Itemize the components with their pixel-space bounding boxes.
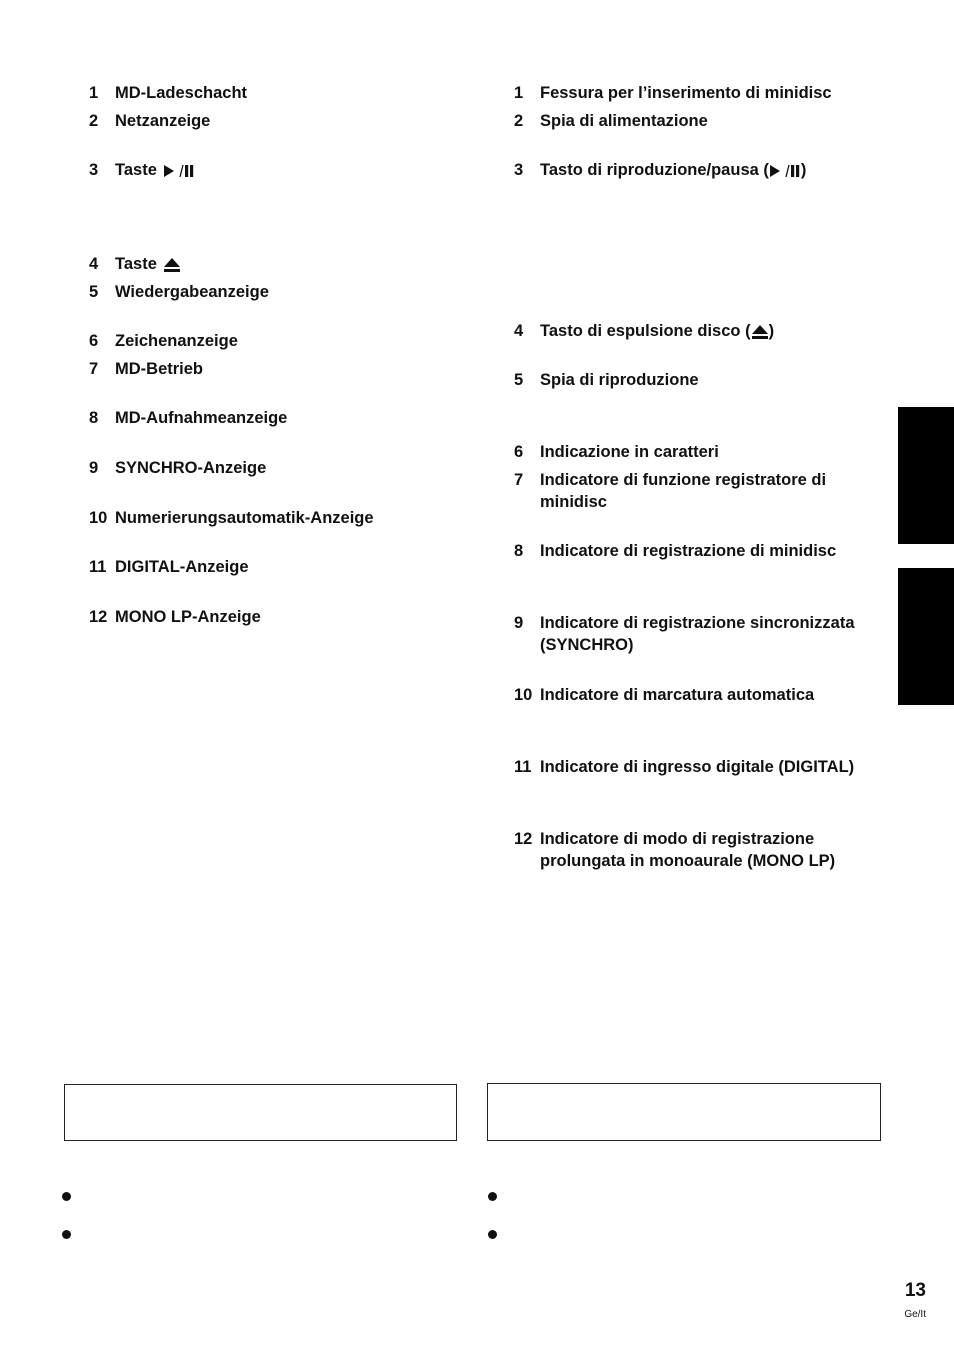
- item-label: Indicazione in caratteri: [540, 443, 719, 461]
- item-label: Zeichenanzeige: [115, 332, 238, 350]
- item-number: 4: [514, 322, 524, 340]
- item-number: 5: [514, 371, 524, 389]
- bullet-icon: [488, 1192, 497, 1201]
- language-code: Ge/It: [904, 1309, 926, 1320]
- item-label: Tasto di riproduzione/pausa (: [540, 161, 769, 179]
- item-number: 7: [89, 360, 99, 378]
- item-label: Wiedergabeanzeige: [115, 283, 269, 301]
- item-label: Indicatore di ingresso digitale (DIGITAL): [540, 758, 855, 776]
- item-number: 10: [89, 509, 108, 527]
- item-label: MD-Betrieb: [115, 360, 204, 378]
- item-number: 11: [514, 758, 532, 776]
- item-label: Indicatore di marcatura automatica: [540, 686, 815, 704]
- item-label: SYNCHRO-Anzeige: [115, 459, 267, 477]
- item-label-suffix: ): [768, 322, 775, 340]
- item-number: 12: [514, 830, 533, 848]
- bullet-icon: [62, 1192, 71, 1201]
- play-pause-icon: [163, 164, 195, 178]
- item-number: 2: [89, 112, 99, 130]
- item-label: Indicatore di funzione registratore di minidisc: [540, 471, 827, 511]
- eject-icon: [163, 257, 181, 273]
- play-pause-icon: [769, 164, 801, 178]
- item-number: 10: [514, 686, 533, 704]
- item-number: 9: [514, 614, 524, 632]
- item-label: DIGITAL-Anzeige: [115, 558, 249, 576]
- item-label: Numerierungsautomatik-Anzeige: [115, 509, 374, 527]
- item-label: Netzanzeige: [115, 112, 211, 130]
- item-number: 1: [514, 84, 524, 102]
- item-label: Taste: [115, 161, 157, 179]
- item-number: 3: [514, 161, 524, 179]
- item-number: 12: [89, 608, 108, 626]
- item-label: Indicatore di registrazione di minidisc: [540, 542, 837, 560]
- item-label: Spia di alimentazione: [540, 112, 708, 130]
- bullet-icon: [62, 1230, 71, 1239]
- item-number: 8: [514, 542, 524, 560]
- item-number: 7: [514, 471, 524, 489]
- item-number: 3: [89, 161, 99, 179]
- item-label: MD-Ladeschacht: [115, 84, 248, 102]
- item-number: 11: [89, 558, 107, 576]
- item-label: Spia di riproduzione: [540, 371, 699, 389]
- item-number: 1: [89, 84, 99, 102]
- item-label: Indicatore di registrazione sincronizzata (SYNCHRO): [540, 614, 855, 654]
- page-number: 13: [904, 1280, 926, 1301]
- item-label: MONO LP-Anzeige: [115, 608, 261, 626]
- item-label: Taste: [115, 255, 157, 273]
- language-tab-german: [898, 407, 954, 544]
- note-box-german: [64, 1084, 457, 1141]
- language-tab-italian: [898, 568, 954, 705]
- item-number: 8: [89, 409, 99, 427]
- item-number: 9: [89, 459, 99, 477]
- item-label-suffix: ): [800, 161, 807, 179]
- item-number: 2: [514, 112, 524, 130]
- item-number: 6: [89, 332, 99, 350]
- item-number: 4: [89, 255, 99, 273]
- item-number: 5: [89, 283, 99, 301]
- item-number: 6: [514, 443, 524, 461]
- item-label: Indicatore di modo di registrazione prolungata in monoaurale (MONO LP): [540, 830, 836, 870]
- bullet-icon: [488, 1230, 497, 1239]
- item-label: Tasto di espulsione disco (: [540, 322, 751, 340]
- eject-icon: [751, 324, 769, 340]
- item-label: Fessura per l’inserimento di minidisc: [540, 84, 832, 102]
- item-label: MD-Aufnahmeanzeige: [115, 409, 288, 427]
- note-box-italian: [487, 1083, 881, 1141]
